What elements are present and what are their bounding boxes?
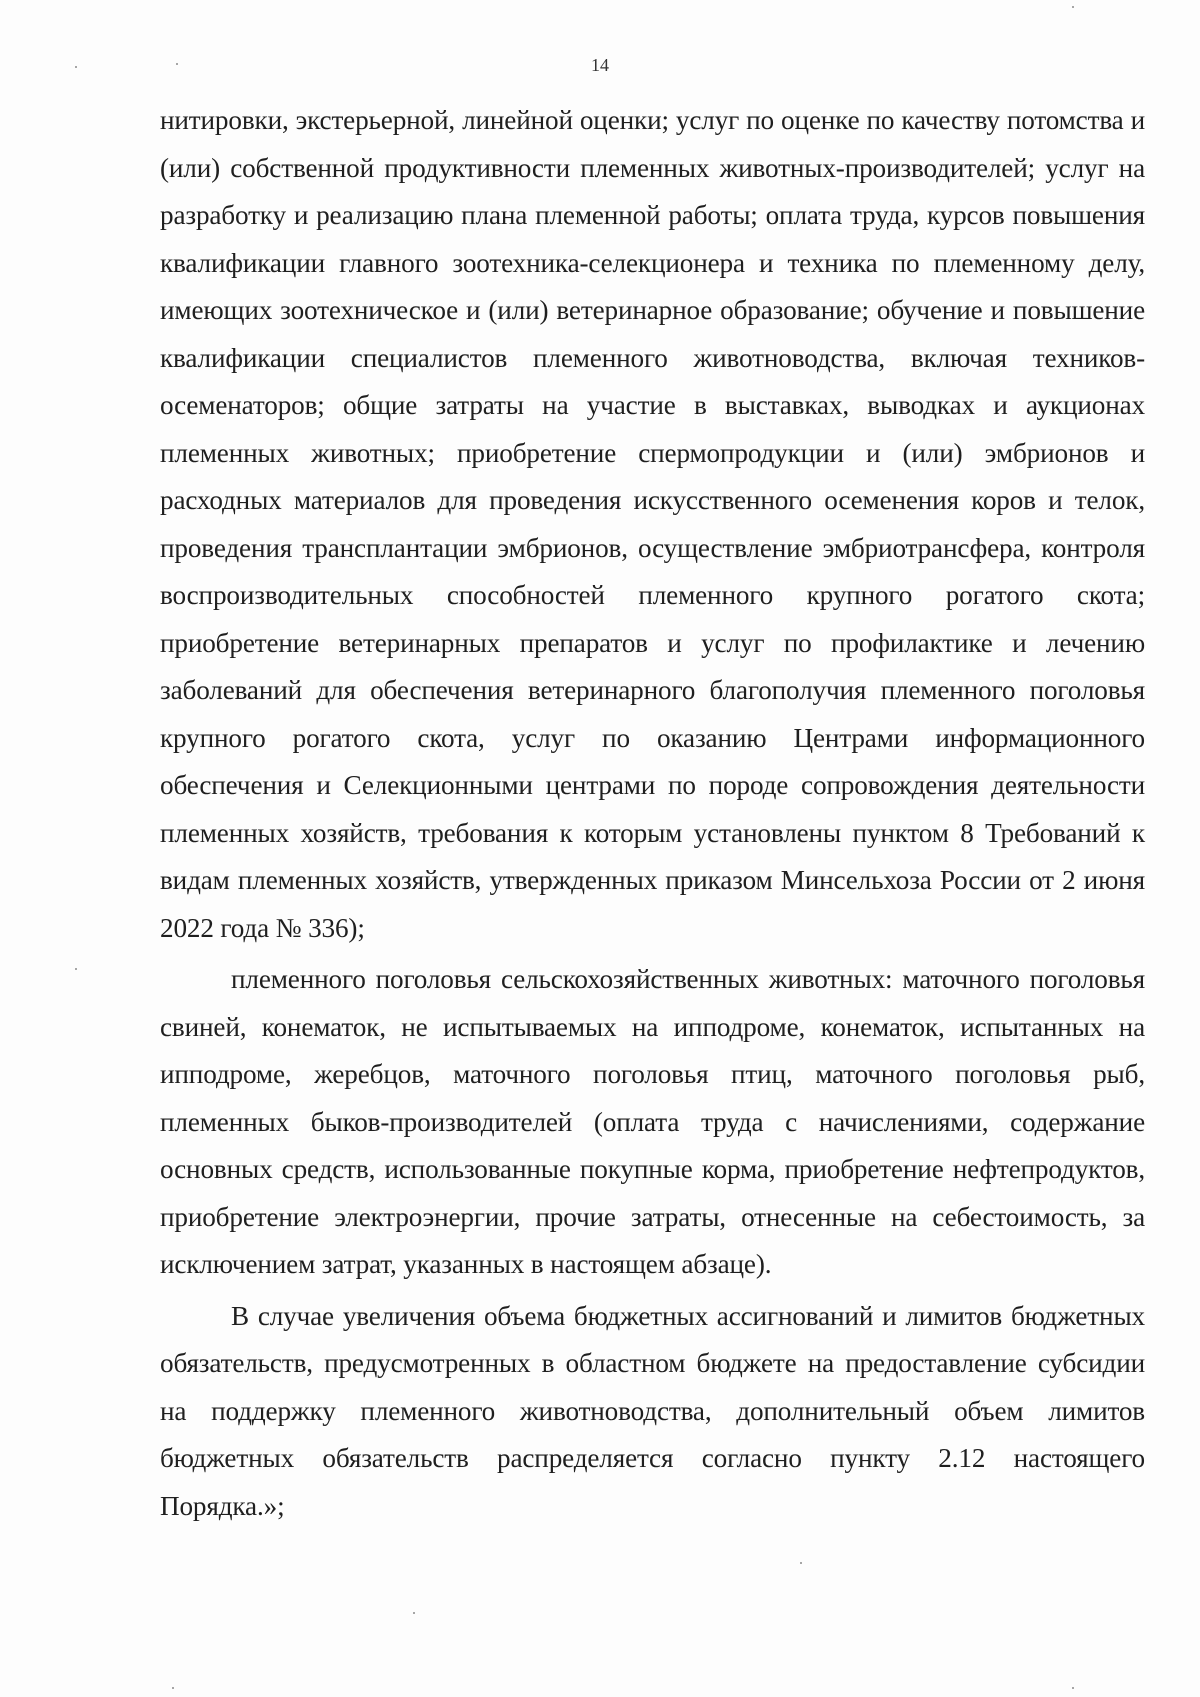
paragraph-budget-increase: В случае увеличения объема бюджетных ассигнований и лимитов бюджетных обязательств, предусмотренных в областном бюджете на предоставление субсидии на поддержку племенного животноводства, дополнительный объем лимитов бюджетных обязательств распределяется согласно пункту 2.12 настоящего Порядка.»; xyxy=(160,1300,1145,1521)
paragraph-breeding-livestock: племенного поголовья сельскохозяйственных животных: маточного поголовья свиней, конематок, не испытываемых на ипподроме, конематок, испытанных на ипподроме, жеребцов, маточного поголовья птиц, маточного поголовья рыб, племенных быков-производителей (оплата труда с начислениями, содержание основных средств, использованные покупные корма, приобретение нефтепродуктов, приобретение электроэнергии, прочие затраты, отнесенные на себестоимость, за исключением затрат, указанных в настоящем абзаце). xyxy=(160,964,1145,1279)
scan-speck xyxy=(1072,1687,1074,1689)
paragraph-continuation: нитировки, экстерьерной, линейной оценки; услуг по оценке по качеству потомства и (или) собственной продуктивности племенных животных-производителей; услуг на разработку и реализацию плана племенной работы; оплата труда, курсов повышения квалификации главного зоотехника-селекционера и техника по племенному делу, имеющих зоотехническое и (или) ветеринарное образование; обучение и повышение квалификации специалистов племенного животноводства, включая техников-осеменаторов; общие затраты на участие в выставках, выводках и аукционах племенных животных; приобретение спермопродукции и (или) эмбрионов и расходных материалов для проведения искусственного осеменения коров и телок, проведения трансплантации эмбрионов, осуществление эмбриотрансфера, контроля воспроизводительных способностей племенного крупного рогатого скота; приобретение ветеринарных препаратов и услуг по профилактике и лечению заболеваний для обеспечения ветеринарного благополучия племенного поголовья крупного рогатого скота, услуг по оказанию Центрами информационного обеспечения и Селекционными центрами по породе сопровождения деятельности племенных хозяйств, требования к которым установлены пунктом 8 Требований к видам племенных хозяйств, утвержденных приказом Минсельхоза России от 2 июня 2022 года № 336); xyxy=(160,105,1145,943)
page-number: 14 xyxy=(591,55,609,75)
scan-speck xyxy=(1072,6,1074,8)
scan-speck xyxy=(800,1562,802,1564)
scan-speck xyxy=(172,1687,174,1689)
scan-speck xyxy=(413,1612,415,1614)
scan-speck xyxy=(75,66,77,68)
scan-speck xyxy=(75,968,77,970)
document-body xyxy=(160,97,1145,1530)
scan-speck xyxy=(176,63,178,65)
